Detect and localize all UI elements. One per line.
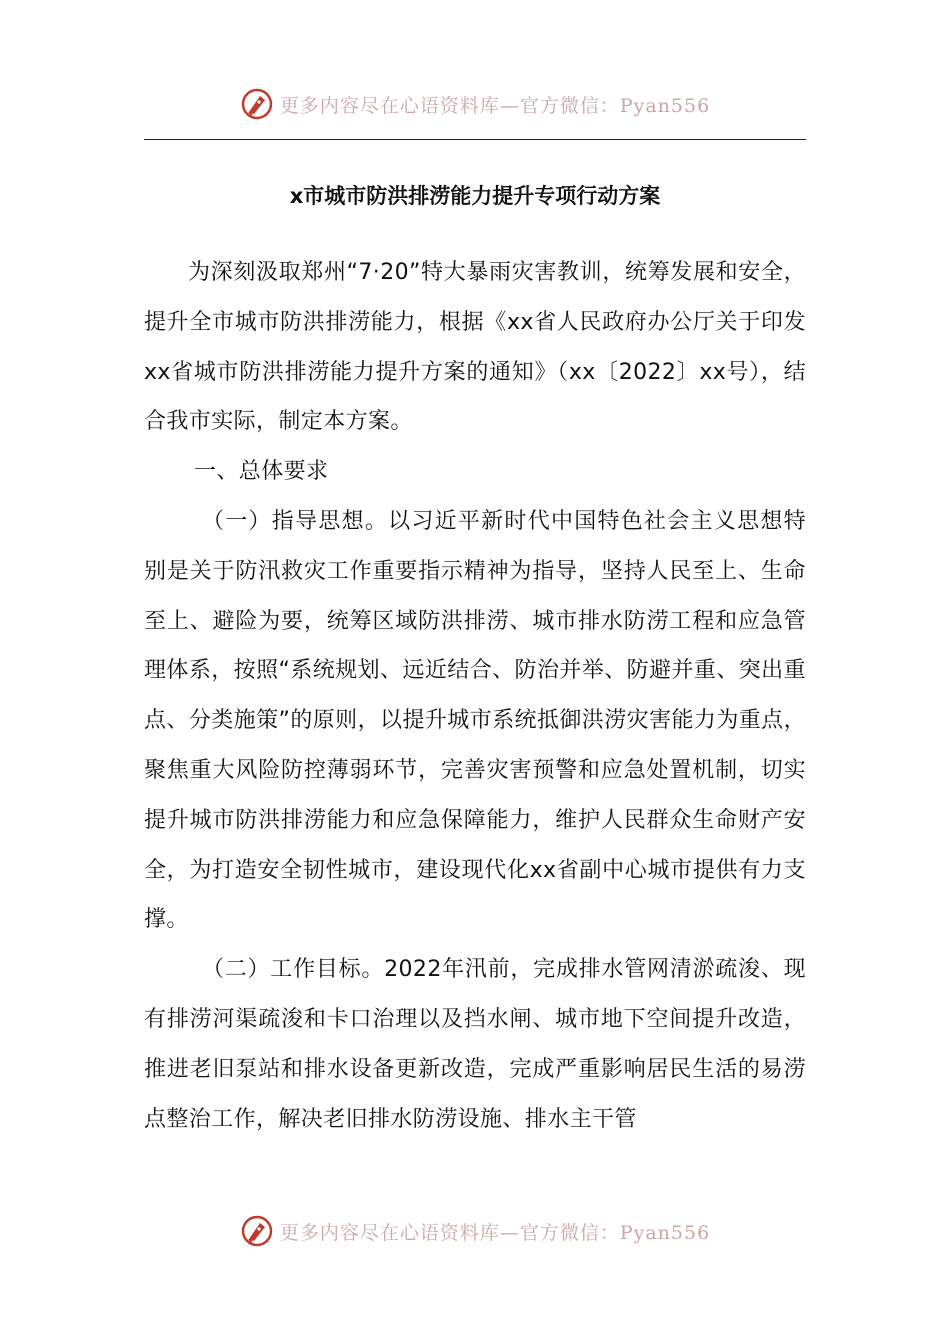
- document-body: [144, 248, 806, 1144]
- watermark-banner-top: [0, 84, 950, 124]
- header-divider: [144, 139, 806, 140]
- pen-nib-circle-icon: [240, 1214, 274, 1248]
- watermark-text: 更多内容尽在心语资料库—官方微信：Pyan556: [279, 1221, 711, 1244]
- section-heading: 一、总体要求: [194, 459, 329, 485]
- work-goals-paragraph: （二）工作目标。2022年汛前，完成排水管网清淤疏浚、现有排涝河渠疏浚和卡口治理以及挡水闸、城市地下空间提升改造，推进老旧泵站和排水设备更新改造，完成严重影响居民生活的易涝点整治工作，解决老旧排水防涝设施、排水主干管: [144, 957, 806, 1132]
- document-title: x市城市防洪排涝能力提升专项行动方案: [289, 184, 661, 208]
- pen-nib-circle-icon: [240, 87, 274, 121]
- watermark-text: 更多内容尽在心语资料库—官方微信：Pyan556: [279, 94, 711, 117]
- guiding-ideology-paragraph: （一）指导思想。以习近平新时代中国特色社会主义思想特别是关于防汛救灾工作重要指示精神为指导，坚持人民至上、生命至上、避险为要，统筹区域防洪排涝、城市排水防涝工程和应急管理体系，按照“系统规划、远近结合、防治并举、防避并重、突出重点、分类施策”的原则，以提升城市系统抵御洪涝灾害能力为重点，聚焦重大风险防控薄弱环节，完善灾害预警和应急处置机制，切实提升城市防洪排涝能力和应急保障能力，维护人民群众生命财产安全，为打造安全韧性城市，建设现代化xx省副中心城市提供有力支撑。: [144, 508, 806, 933]
- intro-paragraph: 为深刻汲取郑州“7·20”特大暴雨灾害教训，统筹发展和安全，提升全市城市防洪排涝能力，根据《xx省人民政府办公厅关于印发xx省城市防洪排涝能力提升方案的通知》（xx〔2022〕xx号），结合我市实际，制定本方案。: [144, 260, 806, 435]
- watermark-banner-bottom: [0, 1211, 950, 1251]
